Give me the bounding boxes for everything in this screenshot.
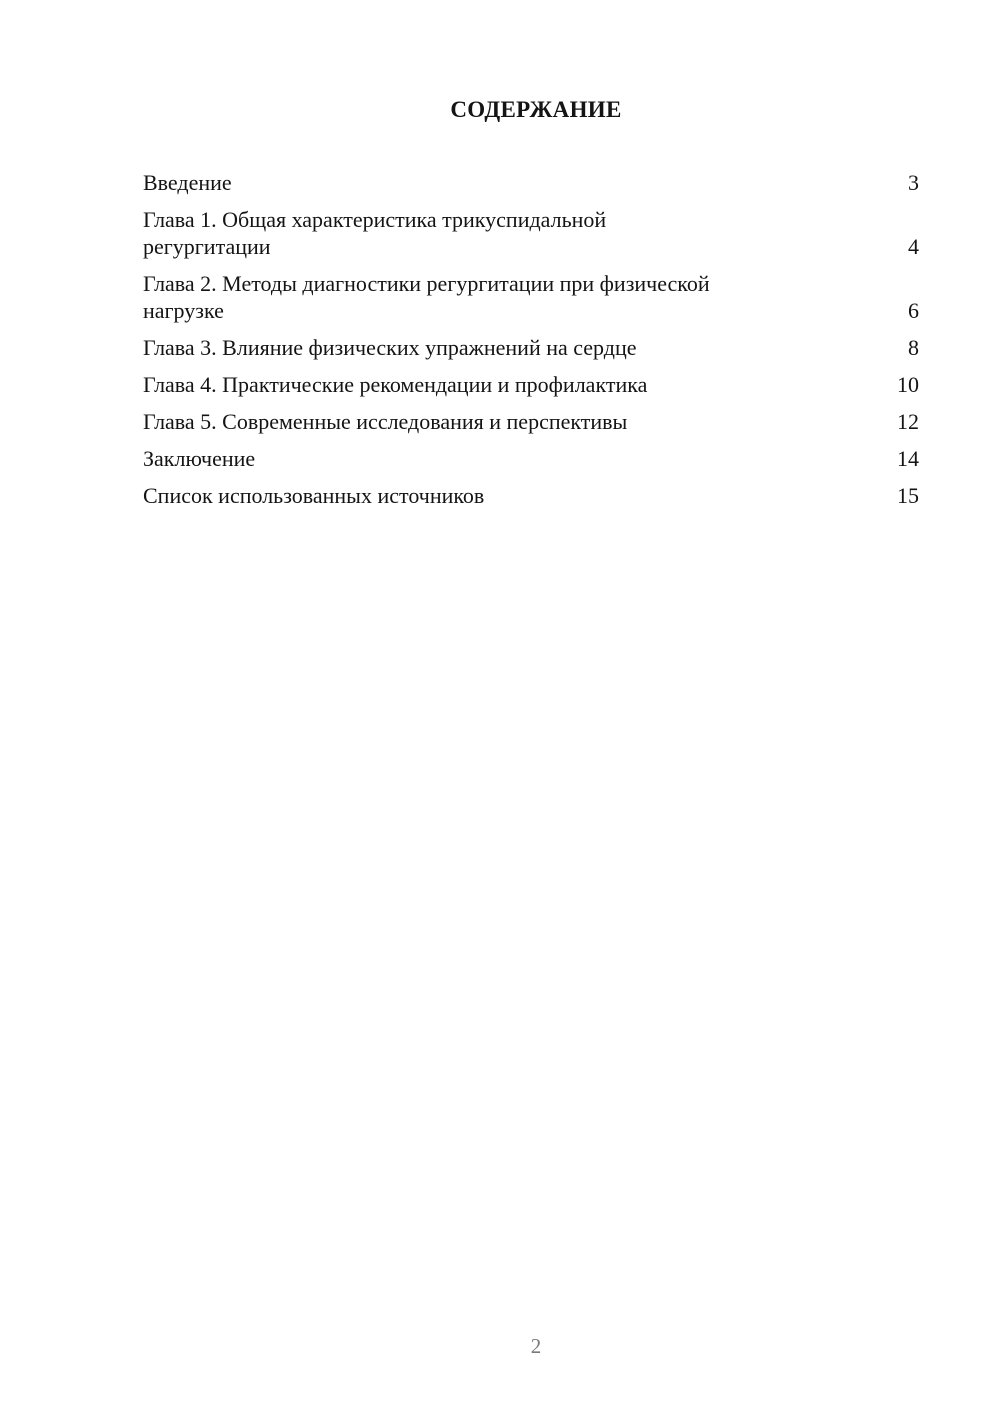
toc-entry-label: Глава 4. Практические рекомендации и профилактика (143, 372, 648, 397)
page-title: СОДЕРЖАНИЕ (450, 97, 622, 122)
toc-entry-label: Глава 5. Современные исследования и перспективы (143, 409, 628, 434)
toc-entry-chapter-2 (143, 270, 919, 324)
toc-entry-page: 15 (897, 483, 919, 508)
toc-entry-label: Заключение (143, 446, 256, 471)
toc-entry-page: 12 (897, 409, 919, 434)
toc-entry-references (143, 482, 919, 509)
toc-entry-page: 10 (897, 372, 919, 397)
toc-entry-introduction (143, 169, 919, 196)
toc-entry-page: 6 (908, 298, 919, 323)
toc-entry-page: 14 (897, 446, 919, 471)
toc-entry-chapter-1 (143, 206, 919, 260)
toc-entry-chapter-4 (143, 371, 919, 398)
table-of-contents (143, 169, 919, 519)
toc-entry-label: Список использованных источников (143, 483, 485, 508)
toc-entry-label: Глава 3. Влияние физических упражнений на сердце (143, 335, 637, 360)
toc-entry-page: 3 (908, 170, 919, 195)
toc-entry-label: Введение (143, 170, 232, 195)
toc-entry-page: 4 (908, 234, 919, 259)
toc-entry-chapter-5 (143, 408, 919, 435)
toc-entry-label: Глава 1. Общая характеристика трикуспидальной регургитации (143, 207, 607, 259)
toc-entry-label: Глава 2. Методы диагностики регургитации при физической нагрузке (143, 271, 710, 323)
toc-entry-conclusion (143, 445, 919, 472)
toc-entry-chapter-3 (143, 334, 919, 361)
page-number: 2 (530, 1334, 542, 1358)
toc-entry-page: 8 (908, 335, 919, 360)
